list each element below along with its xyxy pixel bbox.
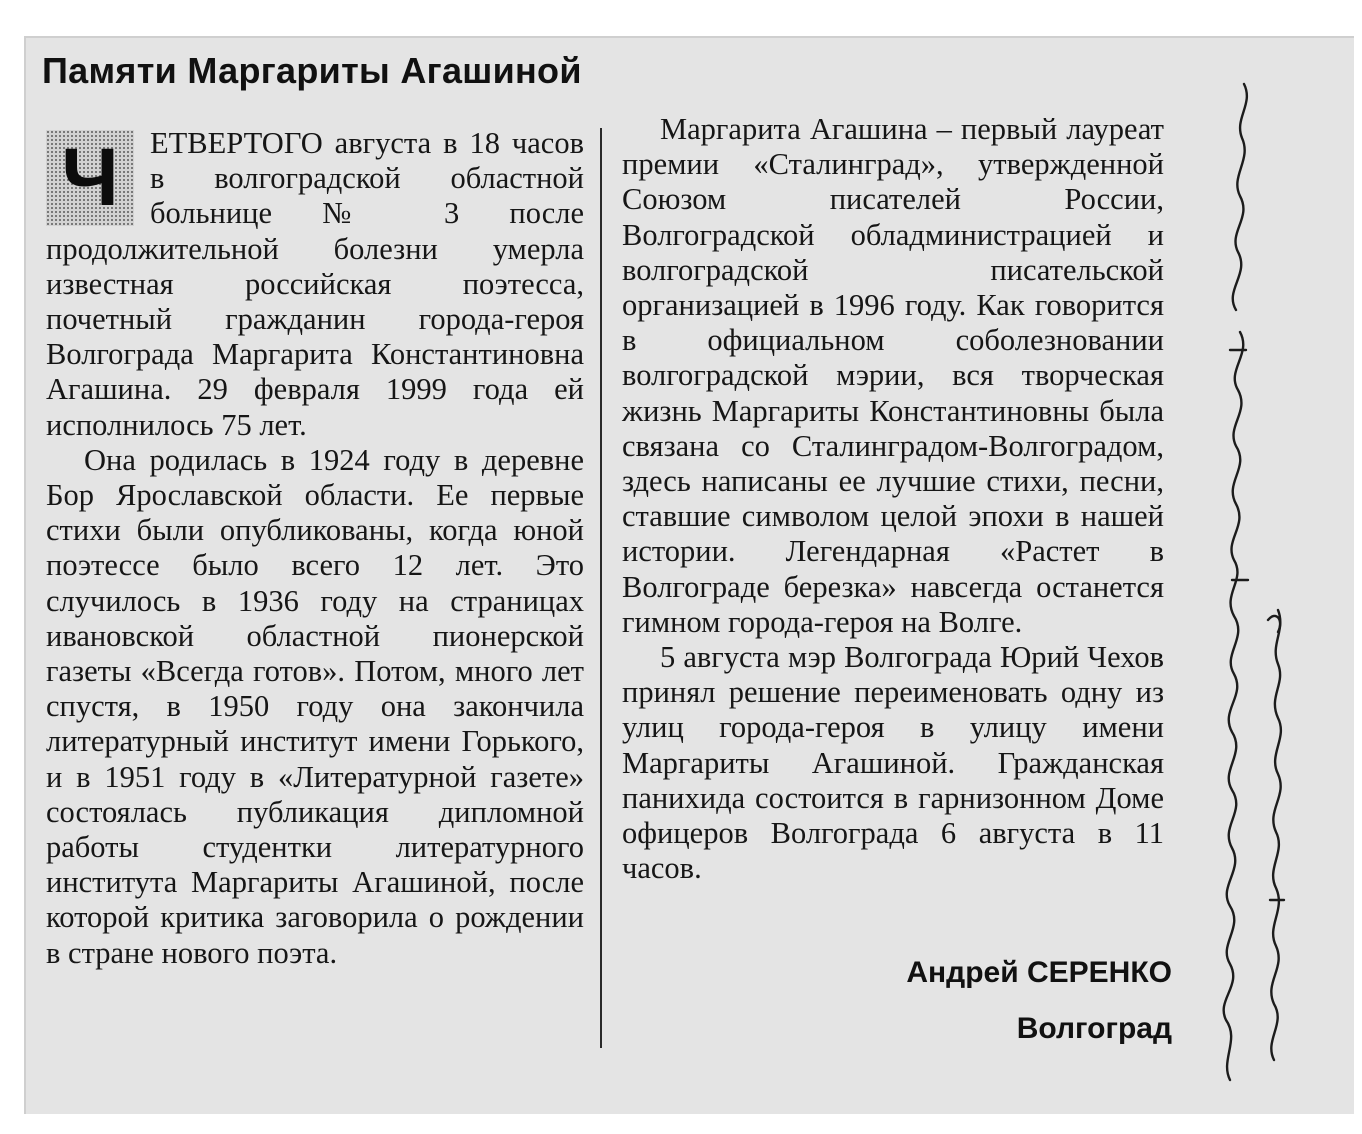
author-byline: Андрей СЕРЕНКО xyxy=(906,956,1172,989)
article-paragraph: Маргарита Агашина – первый лауреат премии «Сталинград», утвержденной Союзом писателей России, Волгоградской обладминистрацией и волгоградской писательской организацией в 1996 году. Как говорится в официальном соболезновании волгоградской мэрии, вся творческая жизнь Маргариты Константиновны была связана со Сталинградом-Волгоградом, здесь написаны ее лучшие стихи, песни, ставшие символом целой эпохи в нашей истории. Легендарная «Растет в Волгограде березка» навсегда останется гимном города-героя на Волге. xyxy=(622,112,1164,639)
article-headline: Памяти Маргариты Агашиной xyxy=(42,50,582,91)
city-byline: Волгоград xyxy=(1016,1012,1172,1045)
paragraph-text: ЕТВЕРТОГО августа в 18 часов в волгоградской областной больнице № 3 после продолжительной болезни умерла известная российская поэтесса, почетный гражданин города-героя Волгограда Маргарита Константиновна Агашина. 29 февраля 1999 года ей исполнилось 75 лет. xyxy=(46,126,584,442)
article-left-column xyxy=(46,126,584,971)
column-divider xyxy=(600,128,602,1048)
article-paragraph: 5 августа мэр Волгограда Юрий Чехов принял решение переименовать одну из улиц города-героя в улицу имени Маргариты Агашиной. Гражданская панихида состоится в гарнизонном Доме офицеров Волгограда 6 августа в 11 часов. xyxy=(622,640,1164,886)
article-right-column xyxy=(622,112,1164,886)
article-paragraph xyxy=(46,126,584,443)
handwritten-note-text: Независимая газета – 1999 – 7 авг. – с. 8 xyxy=(1229,333,1269,1080)
handwritten-source-note xyxy=(1190,20,1290,1100)
article-paragraph: Она родилась в 1924 году в деревне Бор Ярославской области. Ее первые стихи были опубликованы, когда юной поэтессе было всего 12 лет. Это случилось в 1936 году на страницах ивановской областной пионерской газеты «Всегда готов». Потом, много лет спустя, в 1950 году она закончила литературный институт имени Горького, и в 1951 году в «Литературной газете» состоялась публикация дипломной работы студентки литературного института Маргариты Агашиной, после которой критика заговорила о рождении в стране нового поэта. xyxy=(46,442,584,970)
drop-cap: Ч xyxy=(46,130,134,226)
